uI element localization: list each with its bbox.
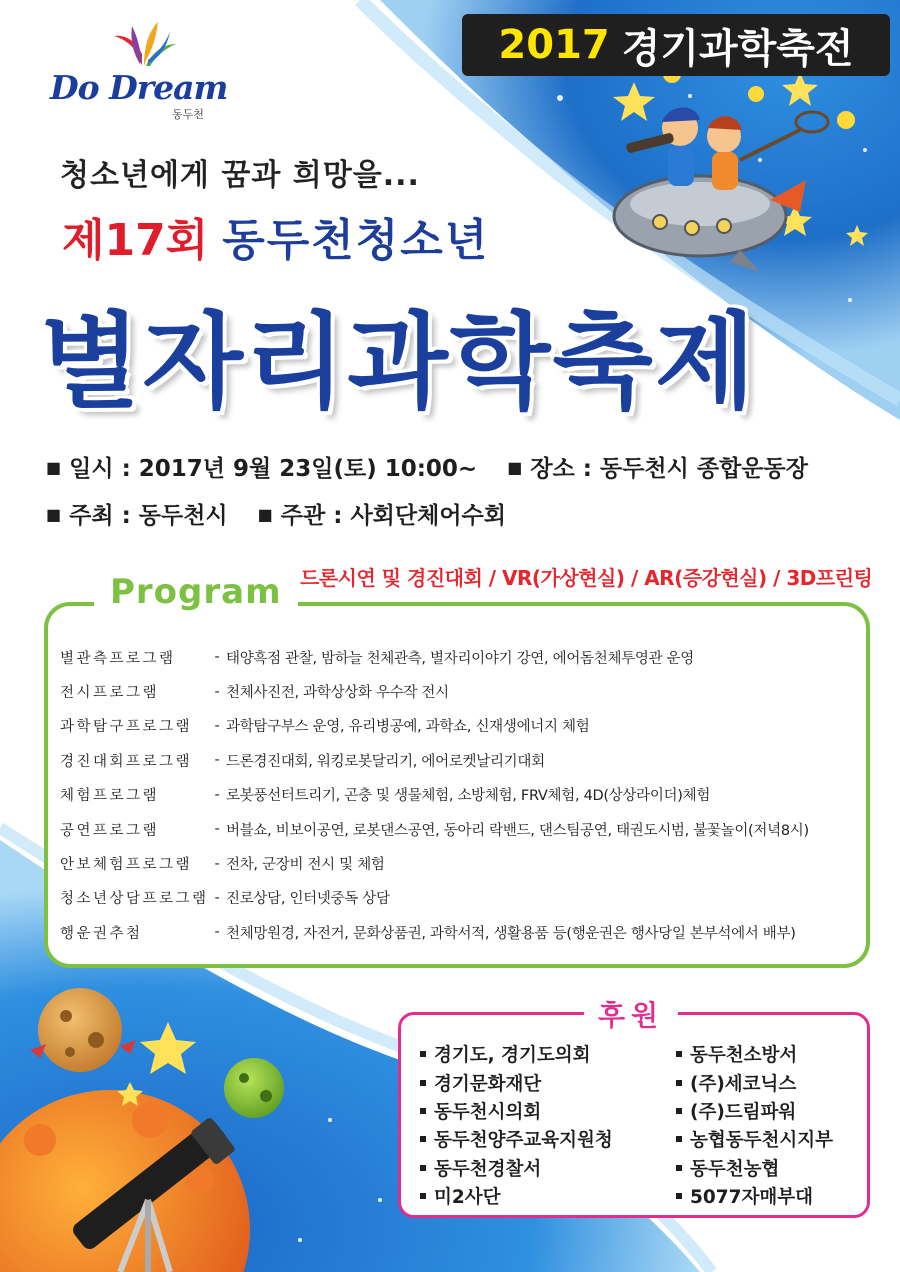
info-datetime-text: 일시 : 2017년 9월 23일(토) 10:00~ [69, 456, 478, 482]
program-row: 행운권추첨 - 천체망원경, 자전거, 문화상품권, 과학서적, 생활용품 등(행운권은 행사당일 본부석에서 배부) [60, 915, 870, 949]
edition-heading [62, 204, 489, 268]
program-row: 경진대회프로그램 - 드론경진대회, 워킹로봇달리기, 에어로켓날리기대회 [60, 743, 870, 777]
program-name: 경진대회프로그램 [60, 753, 193, 770]
sponsor-item: (주)세코닉스 [676, 1068, 833, 1096]
bullet-icon: ■ [507, 458, 523, 477]
program-name: 청소년상담프로그램 [60, 891, 209, 908]
event-name: 경기과학축전 [621, 25, 854, 72]
event-year: 2017 [498, 22, 610, 68]
program-desc: 천체사진전, 과학상상화 우수작 전시 [226, 685, 449, 702]
info-venue-text: 장소 : 동두천시 종합운동장 [530, 456, 808, 482]
bullet-icon [676, 1165, 682, 1171]
bullet-icon: ■ [46, 458, 62, 477]
tagline: 청소년에게 꿈과 희망을... [60, 158, 420, 193]
program-name: 과학탐구프로그램 [60, 719, 193, 736]
program-desc: 진로상담, 인터넷중독 상담 [226, 891, 390, 908]
do-dream-logo [50, 20, 230, 120]
bullet-icon [420, 1108, 426, 1114]
bullet-icon [676, 1136, 682, 1142]
sponsor-list-right [676, 1040, 833, 1210]
bullet-icon [420, 1165, 426, 1171]
program-desc: 천체망원경, 자전거, 문화상품권, 과학서적, 생활용품 등(행운권은 행사당일 본부석에서 배부) [226, 925, 796, 942]
program-name: 별관측프로그램 [60, 650, 176, 667]
program-name: 행운권추첨 [60, 925, 143, 942]
bullet-icon: ■ [46, 505, 62, 524]
program-row: 체험프로그램 - 로봇풍선터트리기, 곤충 및 생물체험, 소방체험, FRV체험, 4D(상상라이더)체험 [60, 778, 870, 812]
info-row-datetime-venue [46, 450, 830, 483]
sponsor-item: (주)드림파워 [676, 1097, 833, 1125]
program-desc: 전차, 군장비 전시 및 체험 [226, 857, 385, 874]
program-row: 전시프로그램 - 천체사진전, 과학상상화 우수작 전시 [60, 674, 870, 708]
sponsor-item: 동두천농협 [676, 1154, 833, 1182]
info-host [46, 503, 228, 529]
bullet-icon [420, 1193, 426, 1199]
main-title: 별자리과학축제 [40, 301, 758, 423]
program-name: 안보체험프로그램 [60, 857, 193, 874]
sponsor-item: 경기도, 경기도의회 [420, 1040, 613, 1068]
program-desc: 드론경진대회, 워킹로봇달리기, 에어로켓날리기대회 [226, 753, 545, 770]
sponsor-item: 5077자매부대 [676, 1182, 833, 1210]
info-organizer [258, 503, 506, 529]
bullet-icon [676, 1080, 682, 1086]
sponsor-item: 동두천시의회 [420, 1097, 613, 1125]
bullet-icon [676, 1193, 682, 1199]
program-desc: 태양흑점 관찰, 밤하늘 천체관측, 별자리이야기 강연, 에어돔천체투영관 운영 [226, 650, 695, 667]
edition-organizer: 동두천청소년 [222, 215, 490, 266]
info-organizer-text: 주관 : 사회단체어수회 [280, 503, 506, 529]
sponsor-title: 후원 [584, 994, 678, 1034]
program-name: 체험프로그램 [60, 788, 160, 805]
program-row: 공연프로그램 - 버블쇼, 비보이공연, 로봇댄스공연, 동아리 락밴드, 댄스팀공연, 태권도시범, 불꽃놀이(저녁8시) [60, 812, 870, 846]
logo-subtext: 동두천 [172, 108, 204, 121]
program-title: Program [94, 572, 298, 612]
bullet-icon [420, 1051, 426, 1057]
program-desc: 과학탐구부스 운영, 유리병공예, 과학쇼, 신재생에너지 체험 [226, 719, 590, 736]
sponsor-item: 동두천소방서 [676, 1040, 833, 1068]
program-highlights: 드론시연 및 경진대회 / VR(가상현실) / AR(증강현실) / 3D프린팅 [300, 566, 873, 590]
info-host-text: 주최 : 동두천시 [69, 503, 228, 529]
bullet-icon [420, 1136, 426, 1142]
program-desc: 버블쇼, 비보이공연, 로봇댄스공연, 동아리 락밴드, 댄스팀공연, 태권도시범, 불꽃놀이(저녁8시) [226, 822, 809, 839]
program-row: 청소년상담프로그램 - 진로상담, 인터넷중독 상담 [60, 881, 870, 915]
program-list [60, 640, 870, 950]
sponsor-item: 동두천경찰서 [420, 1154, 613, 1182]
logo-flower-icon [108, 20, 178, 68]
info-venue [507, 456, 808, 482]
program-name: 전시프로그램 [60, 685, 160, 702]
logo-text: Do Dream [50, 68, 228, 107]
sponsor-item: 농협동두천시지부 [676, 1125, 833, 1153]
program-row: 안보체험프로그램 - 전차, 군장비 전시 및 체험 [60, 846, 870, 880]
bullet-icon [676, 1108, 682, 1114]
bullet-icon [676, 1051, 682, 1057]
bullet-icon: ■ [257, 505, 273, 524]
bullet-icon [420, 1080, 426, 1086]
sponsor-list-left [420, 1040, 613, 1210]
program-row: 별관측프로그램 - 태양흑점 관찰, 밤하늘 천체관측, 별자리이야기 강연, 에어돔천체투영관 운영 [60, 640, 870, 674]
edition-number: 제17회 [62, 215, 209, 266]
sponsor-item: 경기문화재단 [420, 1068, 613, 1096]
program-row: 과학탐구프로그램 - 과학탐구부스 운영, 유리병공예, 과학쇼, 신재생에너지 체험 [60, 709, 870, 743]
event-banner [462, 14, 890, 76]
sponsor-item: 동두천양주교육지원청 [420, 1125, 613, 1153]
program-desc: 로봇풍선터트리기, 곤충 및 생물체험, 소방체험, FRV체험, 4D(상상라이더)체험 [226, 788, 711, 805]
program-name: 공연프로그램 [60, 822, 160, 839]
info-row-host-organizer [46, 497, 528, 530]
info-datetime [46, 456, 477, 482]
sponsor-item: 미2사단 [420, 1182, 613, 1210]
